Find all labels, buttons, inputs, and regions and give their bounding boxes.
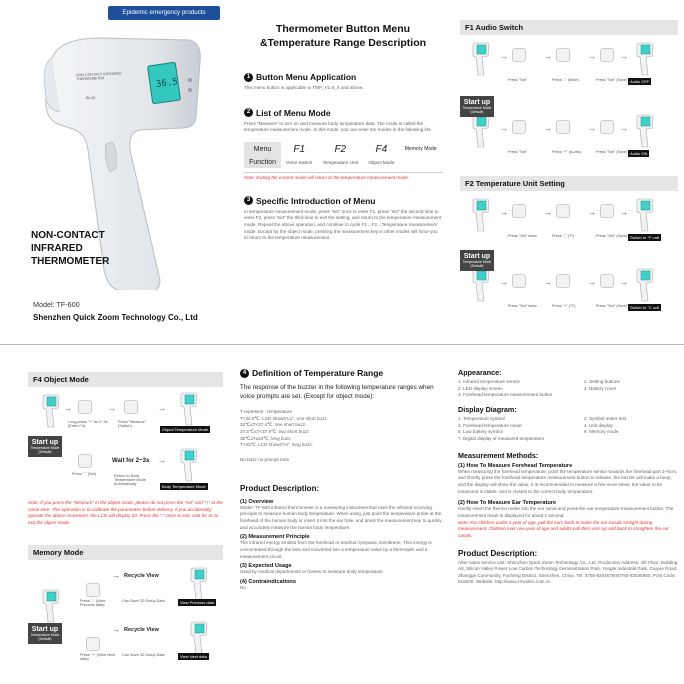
memory-diagram xyxy=(28,563,223,673)
result-pill: Object Temperature Mode xyxy=(162,427,209,432)
f1-func-cell: Voice Switch xyxy=(286,159,313,165)
start-up-label: Start up xyxy=(31,626,59,633)
section-1-title xyxy=(244,72,442,82)
principle-heading: (2) Measurement Principle xyxy=(240,534,310,541)
wait-label: Wait for 2~3s xyxy=(112,458,150,464)
hand-press-icon xyxy=(556,48,570,62)
mini-thermometer-icon xyxy=(188,621,208,655)
recycle-label: Recycle View xyxy=(124,573,159,579)
overview-text: Model: TF-600 infrared thermometer is a measuring instrument that uses the infrared receiving principle to measure human body temperature. When using, just point the temperature probe at the forehead of the human body or insert it into the ear hole, and press the measurement key to quickly and accurately measure the human body temperature. xyxy=(240,504,442,530)
f2-diagram xyxy=(460,194,678,324)
hand-press-icon xyxy=(600,274,614,288)
arrow-right-icon: → xyxy=(620,52,628,61)
section-1-heading: Button Menu Application xyxy=(256,72,357,82)
svg-text:36.5: 36.5 xyxy=(155,77,179,91)
display-item: 2. Symbol under test xyxy=(584,415,627,421)
range-lines xyxy=(240,409,446,449)
badge: Epidemic emergency products xyxy=(108,6,220,20)
mini-thermometer-icon xyxy=(470,42,490,76)
step-label: Press "Set" (Save) xyxy=(596,150,628,154)
f1-title: F1 Audio Switch xyxy=(460,20,678,35)
hand-press-icon xyxy=(556,120,570,134)
cover-panel xyxy=(0,0,232,340)
mini-thermometer-icon xyxy=(470,268,490,302)
start-up-label: Start up xyxy=(463,253,491,260)
device-label: NON-CONTACT INFRARED THERMOMETER xyxy=(75,71,122,82)
arrow-right-icon: → xyxy=(500,208,508,217)
mini-thermometer-icon xyxy=(634,268,654,302)
mini-thermometer-icon xyxy=(188,567,208,601)
hand-press-icon xyxy=(600,48,614,62)
principle-text: The infrared energy emitted from the forehead or eardrum tympanic membrane. This energy is concentrated through the lens and converted into a temperature value by a thermopile and a measurement circuit. xyxy=(240,540,432,559)
save-label: Can Save 32 Group Data xyxy=(122,599,165,603)
step-label: Press "Set" (Save) xyxy=(596,234,628,238)
model-text: Model: TF-600 xyxy=(33,300,80,309)
range-line: 37.5℃≤T<37.9℃, two short buzz. xyxy=(240,428,310,434)
ear-heading: (2) How To Measure Ear Temperature xyxy=(458,500,557,507)
range-panel xyxy=(240,368,446,684)
start-up-callout xyxy=(460,96,494,117)
f4-cell: F4 xyxy=(375,143,388,155)
f1-diagram xyxy=(460,38,678,170)
product-title: Product Description: xyxy=(240,483,320,493)
section-2-number: 2 xyxy=(244,108,253,117)
empty-cell xyxy=(399,157,442,168)
start-up-label: Start up xyxy=(31,439,59,446)
section-2-text: Press "Measure" to turn on and measure body temperature data. The mode is called the temperature measurement mode. In this mode, you can enter the modes in the following list. xyxy=(244,120,432,133)
recycle-label: Recycle View xyxy=(124,627,159,633)
menu-note: Note: Exiting the current mode will return to the temperature measurement mode. xyxy=(244,172,442,182)
step-label: Press "-" (View Previous data) xyxy=(80,599,106,607)
arrow-right-icon: → xyxy=(588,278,596,287)
step-label: Press "+" (°C) xyxy=(552,304,576,308)
start-up-sub: Temperature Mode (Default) xyxy=(30,633,60,641)
arrow-right-icon: → xyxy=(588,52,596,61)
mini-thermometer-icon xyxy=(470,114,490,148)
mini-thermometer-icon xyxy=(634,198,654,232)
product2-text: After-sales service unit: Shenzhen Quick Zoom Technology Co., Ltd. Production Address: 4th Floor, Building A8, Silicon Valley Power Low Carbon Technology Demonstration Park, Yongle Industrial Park, Guiyue Road, Zhangge Community, Fucheng District, Shenzhen, China. Tel: 0755-82045760/0755-82045660. Post Code: 518000. Website: http://www.zmvideo.com.cn xyxy=(458,559,678,585)
menu-title-line1: Thermometer Button Menu xyxy=(275,23,411,35)
result-pill: Body Temperature Mode xyxy=(162,484,206,489)
arrow-right-icon: → xyxy=(500,124,508,133)
divider xyxy=(0,344,684,345)
arrow-right-icon: → xyxy=(588,124,596,133)
arrow-right-icon: → xyxy=(544,124,552,133)
arrow-right-icon: → xyxy=(500,278,508,287)
section-3-title xyxy=(244,196,442,206)
start-up-callout xyxy=(460,250,494,271)
step-label: Press "Set" xyxy=(508,78,528,82)
appearance-left xyxy=(458,379,578,399)
display-item: 4. Unit display xyxy=(584,422,613,428)
function-label-cell: Function xyxy=(244,157,281,168)
mini-thermometer-icon xyxy=(634,42,654,76)
memory-mode-cell: Memory Mode xyxy=(404,146,437,153)
hand-press-icon xyxy=(600,120,614,134)
arrow-right-icon: → xyxy=(158,404,166,413)
mini-thermometer-icon xyxy=(470,198,490,232)
result-pill: Switch to °F unit xyxy=(630,235,659,240)
start-up-callout xyxy=(28,436,62,457)
mini-thermometer-icon xyxy=(40,589,60,623)
display-item: 5. Low battery symbol xyxy=(458,429,503,435)
appearance-right xyxy=(584,379,620,399)
hand-press-icon xyxy=(556,204,570,218)
arrow-right-icon: → xyxy=(108,404,116,413)
range-line: 38℃≤T≤43℃, long buzz. xyxy=(240,435,292,441)
title-line-2: INFRARED xyxy=(31,243,83,254)
overview-heading: (1) Overview xyxy=(240,498,274,505)
display-title: Display Diagram: xyxy=(458,404,517,414)
mini-thermometer-icon xyxy=(40,394,60,428)
hand-press-icon xyxy=(512,204,526,218)
f4-diagram xyxy=(28,390,223,500)
hand-press-icon xyxy=(86,637,100,651)
arrow-right-icon: → xyxy=(544,52,552,61)
ear-text: Gently insert the thermo meter into the ear canal and press the ear temperature measurement button. The measurement result is displayed for about 1 second. xyxy=(458,506,674,518)
arrow-right-icon: → xyxy=(620,124,628,133)
hand-press-icon xyxy=(124,400,138,414)
mini-thermometer-icon xyxy=(634,114,654,148)
f2-cell: F2 xyxy=(334,143,347,155)
result-pill: Switch to °C unit xyxy=(630,305,660,310)
hand-press-icon xyxy=(556,274,570,288)
appearance-lists xyxy=(458,379,680,399)
display-lists xyxy=(458,416,680,443)
range-title xyxy=(240,368,446,378)
arrow-right-icon: → xyxy=(112,625,120,634)
forehead-text: When measuring the forehead temperature, point the temperature sensor towards the forehead part 3~5cm, and shortly press the forehead temperature measurement button to release, the buzzer will make a beep, and the display will show the value. It is recommended to measure a few more times, the value to be measured is stable, and is closest to the correct body temperature. xyxy=(458,468,678,494)
methods-title: Measurement Methods: xyxy=(458,450,539,460)
step-label: Press "Set" twice xyxy=(508,234,537,238)
result-pill: Audio OFF xyxy=(630,79,650,84)
step-label: Press "Set" twice xyxy=(508,304,537,308)
appearance-panel xyxy=(458,368,680,684)
display-left xyxy=(458,416,578,443)
usage-heading: (3) Expected Usage xyxy=(240,563,292,570)
menu-label-cell: Menu xyxy=(244,142,281,157)
step-label: Press "-" (Mute) xyxy=(552,78,579,82)
hand-press-icon xyxy=(600,204,614,218)
step-label: Press "-" (°F) xyxy=(552,234,575,238)
menu-table xyxy=(244,142,442,168)
menu-title xyxy=(244,22,442,50)
result-pill: View Previous data xyxy=(180,600,215,605)
section-3-text: In temperature measurement mode, press "set" once to enter F1, press "set" the second time to enter F2, press "set" the third time to exit the setting, and return to the temperature measurement mode. Repeat the above operation, and continue to cycle F1→F2→Temperature measurement mode. Except for the object mode, pressing the measurement key in other modes will force you to return to the temperature measurement. xyxy=(244,208,442,241)
result-pill: View Next data xyxy=(180,654,207,659)
title-line-3: THERMOMETER xyxy=(31,256,110,267)
start-up-callout xyxy=(28,623,62,644)
memory-title: Memory Mode xyxy=(28,545,223,560)
arrow-right-icon: → xyxy=(64,404,72,413)
ear-note: Note: For children under 1 year of age, pull the ears back to make the ear canals straight during measurement. Children over one year of age and adults pull their ears up and back to straighten the ear canals. xyxy=(458,519,669,538)
step-label: Return to Body Temperature Mode Automatically xyxy=(114,474,146,486)
hand-press-icon xyxy=(512,48,526,62)
f4-note: Note: If you press the "Measure" in the object mode, please do not press the "set" and "+" at the same time. This operation is to calibrate the parameters before delivery. If you accidentally operate the above movement, the LCD will display 33. Press the "-" once to exit, wait for 2s to exit the object mode. xyxy=(28,500,223,525)
save-label: Can Save 32 Group Data xyxy=(122,653,165,657)
range-line: T represent : temperature xyxy=(240,409,293,414)
f2-func-cell: Temperature Unit xyxy=(322,159,358,165)
forehead-heading: (1) How To Measure Forehead Temperature xyxy=(458,462,573,469)
display-item: 6. Memory mode xyxy=(584,429,619,435)
step-label: Press "Set" xyxy=(508,150,528,154)
section-2-heading: List of Menu Mode xyxy=(256,107,331,118)
arrow-right-icon: → xyxy=(588,208,596,217)
start-up-label: Start up xyxy=(463,99,491,106)
hand-press-icon xyxy=(512,120,526,134)
section-2-title xyxy=(244,108,442,118)
hand-press-icon xyxy=(512,274,526,288)
contraindications-text: No xyxy=(240,584,246,590)
display-item: 1. Temperature symbol xyxy=(458,415,505,421)
f1-f2-panel xyxy=(455,14,684,340)
section-3-heading: Specific Introduction of Menu xyxy=(256,195,376,206)
section-1-number: 1 xyxy=(244,73,253,82)
range-heading: Definition of Temperature Range xyxy=(252,368,384,378)
display-item: 7. Digital display of measured temperature xyxy=(458,435,545,441)
range-intro: The response of the buzzer in the following temperature ranges when voice prompts are set. (Except for object mode): xyxy=(240,384,434,400)
range-number: 4 xyxy=(240,369,249,378)
step-label: Press "+" (Audio) xyxy=(552,150,581,154)
start-up-sub: Temperature Mode (Default) xyxy=(462,260,492,268)
appearance-item: 4. Battery cover xyxy=(584,385,617,391)
f1-cell: F1 xyxy=(293,143,306,155)
appearance-item: 1. Infrared temperature sensor xyxy=(458,379,521,384)
step-label: Long press "+" for 2~3s (Enter F4) xyxy=(68,420,108,428)
step-label: Press "Set" (Save) xyxy=(596,78,628,82)
company-name: Shenzhen Quick Zoom Technology Co., Ltd xyxy=(33,313,198,322)
arrow-right-icon: → xyxy=(620,278,628,287)
arrow-right-icon: → xyxy=(500,52,508,61)
cover-title xyxy=(31,229,109,268)
step-label: Press "Set" (Save) xyxy=(596,304,628,308)
display-item: 3. Forehead temperature mode xyxy=(458,422,522,428)
appearance-item: 2. LED display screen xyxy=(458,385,503,391)
no-buzz-text: No buzz no prompt tone xyxy=(240,456,290,462)
f4-memory-panel xyxy=(0,350,232,684)
step-label: Press "+" (View Next data) xyxy=(80,653,116,661)
step-label: Press "Measure" (Switch) xyxy=(118,420,147,428)
menu-page-panel xyxy=(236,0,450,340)
arrow-right-icon: → xyxy=(158,456,166,465)
device-brand: BLUE xyxy=(86,96,96,100)
result-pill: Audio ON xyxy=(630,151,648,156)
menu-title-line2: &Temperature Range Description xyxy=(259,37,427,49)
arrow-right-icon: → xyxy=(620,208,628,217)
section-1-text: This menu button is applicable to TMP_V1.8_X and above. xyxy=(244,85,364,90)
step-label: Press "-" (Set) xyxy=(72,472,97,476)
range-line: T<32.0℃, LCD shows"Lo", one short buzz. xyxy=(240,415,328,421)
usage-text: Used by medical departments or homes to measure body temperature. xyxy=(240,569,385,575)
arrow-right-icon: → xyxy=(112,571,120,580)
hand-press-icon xyxy=(86,583,100,597)
range-line: T>43℃, LCD shows"Hi", long buzz. xyxy=(240,442,313,448)
arrow-right-icon: → xyxy=(544,208,552,217)
start-up-sub: Temperature Mode (Default) xyxy=(30,446,60,454)
mini-thermometer-icon xyxy=(178,448,198,482)
appearance-title: Appearance: xyxy=(458,368,502,377)
section-3-number: 3 xyxy=(244,196,253,205)
mini-thermometer-icon xyxy=(178,392,198,426)
f4-func-cell: Object Mode xyxy=(368,159,395,165)
appearance-item: 3. Forehead temperature measurement button xyxy=(458,392,553,398)
appearance-item: 2. Setting buttons xyxy=(584,379,620,384)
contraindications-heading: (4) Contraindications xyxy=(240,578,296,585)
f2-title: F2 Temperature Unit Setting xyxy=(460,176,678,191)
f4-title: F4 Object Mode xyxy=(28,372,223,387)
hand-press-icon xyxy=(78,400,92,414)
range-line: 32℃≤T<37.4℃, one short buzz. xyxy=(240,422,307,428)
product2-title: Product Description: xyxy=(458,548,538,558)
title-line-1: NON-CONTACT xyxy=(31,230,105,241)
arrow-right-icon: → xyxy=(544,278,552,287)
start-up-sub: Temperature Mode (Default) xyxy=(462,106,492,114)
display-right xyxy=(584,416,626,443)
hand-press-icon xyxy=(78,454,92,468)
